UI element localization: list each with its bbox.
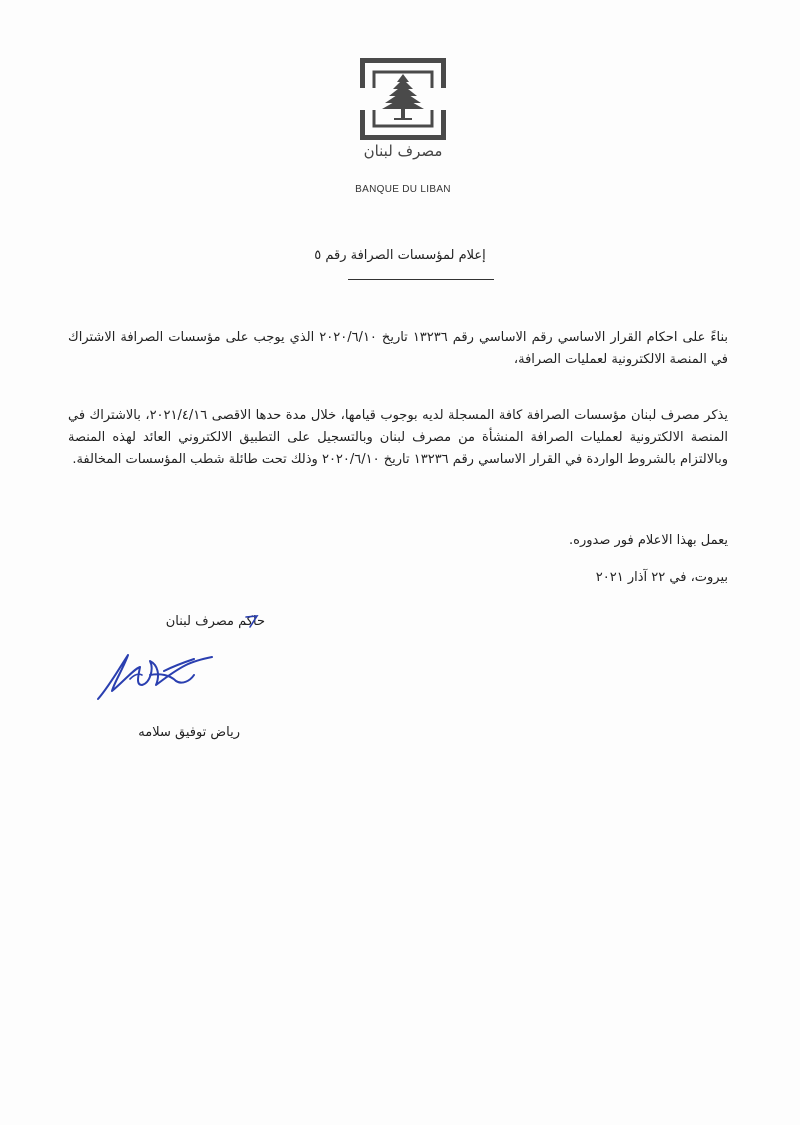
title-underline [348,279,494,280]
cedar-emblem-icon [360,58,446,140]
paragraph-1: بناءً على احكام القرار الاساسي رقم الاساسي رقم ١٣٢٣٦ تاريخ ٢٠٢٠/٦/١٠ الذي يوجب على مؤسسات الصرافة الاشتراك في المنصة الالكترونية لعمليات الصرافة، [68,330,728,367]
date-line: بيروت، في ٢٢ آذار ٢٠٢١ [595,570,728,585]
bank-logo [355,58,451,195]
announcement-title: إعلام لمؤسسات الصرافة رقم ٥ [314,248,486,263]
signature-icon [90,645,230,705]
governor-name: رياض توفيق سلامه [138,725,240,740]
initial-mark-icon [244,613,260,629]
logo-arabic-name: مصرف لبنان [363,142,443,160]
logo-french-name: BANQUE DU LIBAN [355,184,451,195]
governor-title: حاكم مصرف لبنان [165,614,265,629]
paragraph-3: يعمل بهذا الاعلام فور صدوره. [569,533,728,548]
paragraph-2: يذكر مصرف لبنان مؤسسات الصرافة كافة المسجلة لديه بوجوب قيامها، خلال مدة حدها الاقصى ٢٠٢١/٤/١٦، بالاشتراك في المنصة الالكترونية لعمليات الصرافة المنشأة من مصرف لبنان وبالتسجيل على التطبيق الالكتروني العائد لهذه المنصة وبالالتزام بالشروط الواردة في القرار الاساسي رقم ١٣٢٣٦ تاريخ ٢٠٢٠/٦/١٠ وذلك تحت طائلة شطب المؤسسات المخالفة. [68,408,728,467]
